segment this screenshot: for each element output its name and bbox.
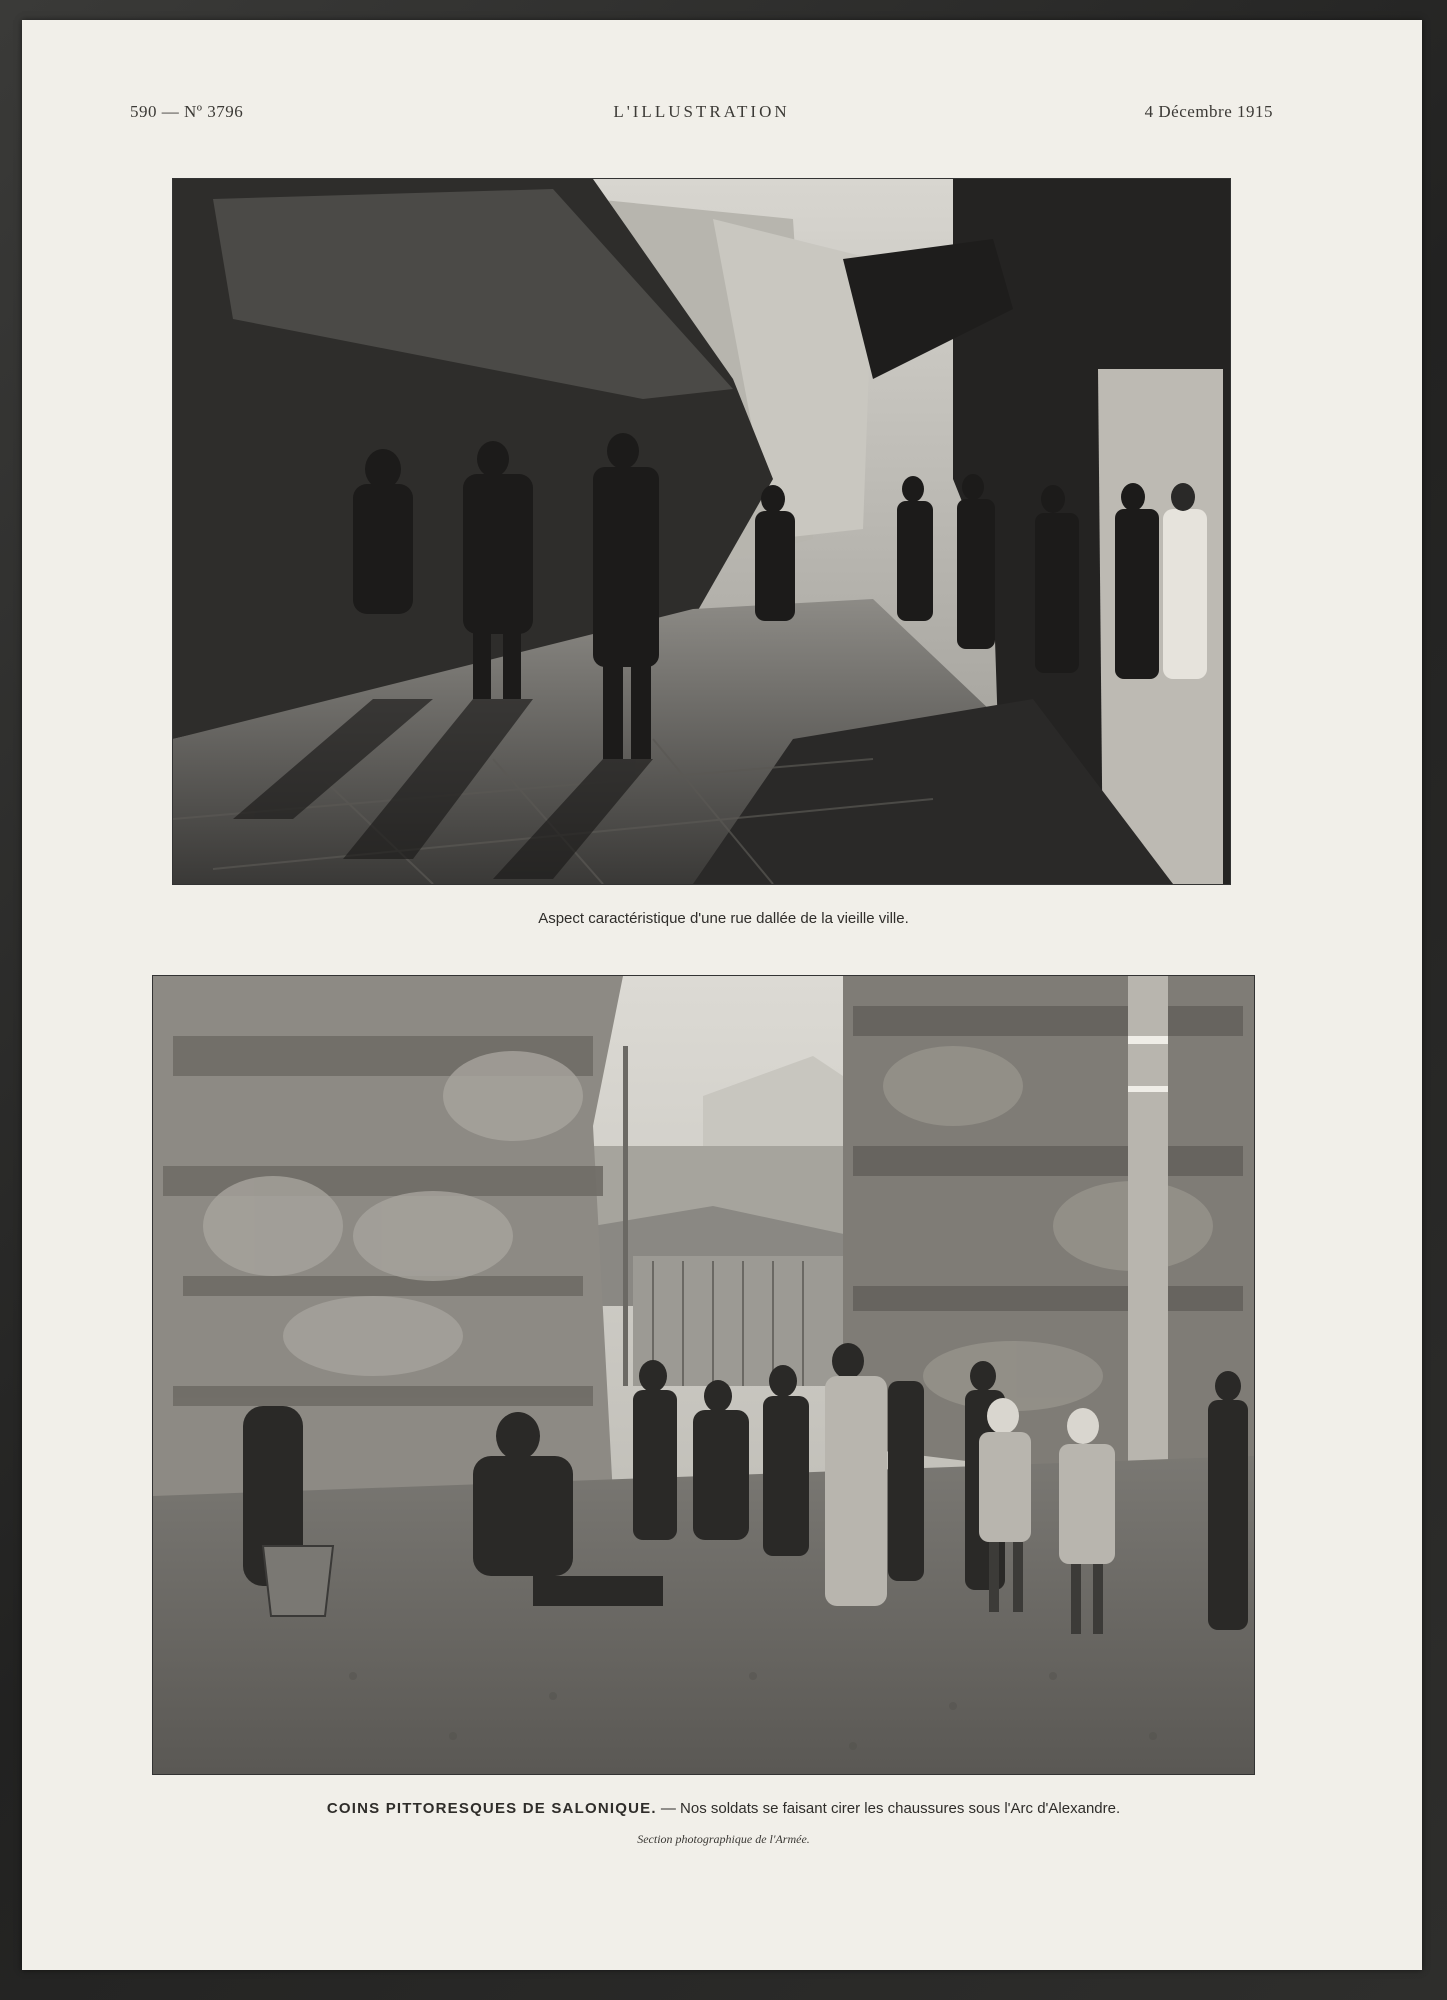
bottom-photo-caption (0, 1800, 1447, 1817)
masthead-title: L'ILLUSTRATION (613, 102, 790, 121)
top-photo-caption: Aspect caractéristique d'une rue dallée de la vieille ville. (538, 910, 909, 927)
page-number-issue: 590 — Nº 3796 (130, 102, 244, 121)
arch-photograph (152, 975, 1255, 1775)
caption-text: — Nos soldats se faisant cirer les chaussures sous l'Arc d'Alexandre. (656, 1800, 1121, 1817)
page-header (130, 102, 1273, 132)
street-photograph (172, 178, 1231, 885)
photo-credit: Section photographique de l'Armée. (637, 1832, 810, 1846)
caption-title: COINS PITTORESQUES DE SALONIQUE. (326, 1800, 657, 1817)
issue-date: 4 Décembre 1915 (1144, 102, 1273, 121)
